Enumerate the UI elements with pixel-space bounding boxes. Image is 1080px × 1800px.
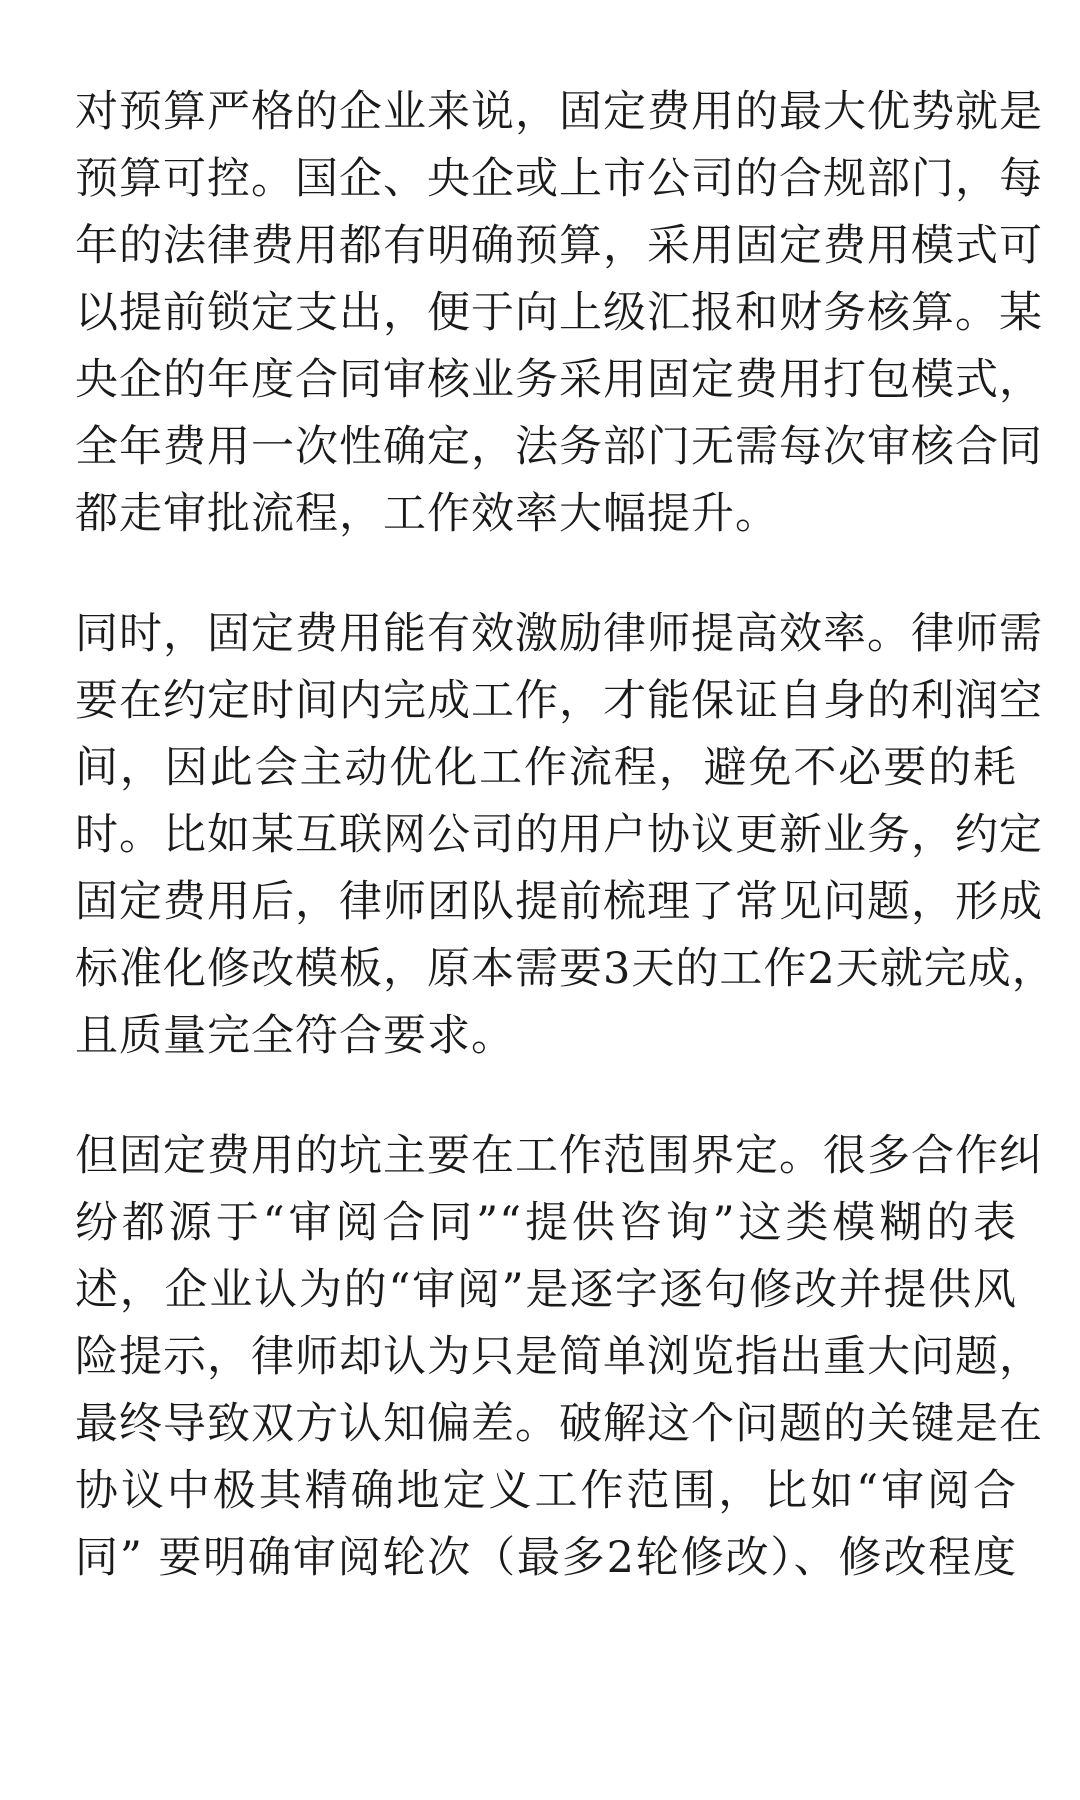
text-line: 固定费用后，律师团队提前梳理了常见问题，形成 — [75, 877, 1043, 927]
text-line: 时。比如某互联网公司的用户协议更新业务，约定 — [75, 810, 1043, 860]
text-line: 全年费用一次性确定，法务部门无需每次审核合同 — [75, 422, 1043, 472]
text-line: 以提前锁定支出，便于向上级汇报和财务核算。某 — [75, 288, 1043, 338]
text-line: 要在约定时间内完成工作，才能保证自身的利润空 — [75, 676, 1043, 726]
paragraph-3 — [75, 1123, 1043, 1592]
text-line: 对预算严格的企业来说，固定费用的最大优势就是 — [75, 87, 1043, 137]
text-line: 最终导致双方认知偏差。破解这个问题的关键是在 — [75, 1399, 1043, 1449]
text-line: 同” 要明确审阅轮次（最多2轮修改）、修改程度 — [75, 1533, 1017, 1583]
paragraph-2 — [75, 601, 1056, 1070]
text-line: 协议中极其精确地定义工作范围，比如“审阅合 — [75, 1466, 1017, 1516]
text-line: 都走审批流程，工作效率大幅提升。 — [75, 489, 779, 539]
text-line: 间，因此会主动优化工作流程，避免不必要的耗 — [75, 743, 1017, 793]
paragraph-1 — [75, 79, 1043, 548]
text-line: 预算可控。国企、央企或上市公司的合规部门，每 — [75, 154, 1043, 204]
text-line: 央企的年度合同审核业务采用固定费用打包模式， — [75, 355, 1043, 405]
article-body — [75, 79, 1056, 1645]
text-line: 纷都源于“审阅合同”“提供咨询”这类模糊的表 — [75, 1198, 1017, 1248]
text-line: 标准化修改模板，原本需要3天的工作2天就完成， — [75, 944, 1056, 994]
text-line: 述，企业认为的“审阅”是逐字逐句修改并提供风 — [75, 1265, 1017, 1315]
text-line: 险提示，律师却认为只是简单浏览指出重大问题， — [75, 1332, 1043, 1382]
text-line: 同时，固定费用能有效激励律师提高效率。律师需 — [75, 609, 1043, 659]
text-line: 但固定费用的坑主要在工作范围界定。很多合作纠 — [75, 1131, 1043, 1181]
text-line: 年的法律费用都有明确预算，采用固定费用模式可 — [75, 221, 1043, 271]
text-line: 且质量完全符合要求。 — [75, 1011, 515, 1061]
